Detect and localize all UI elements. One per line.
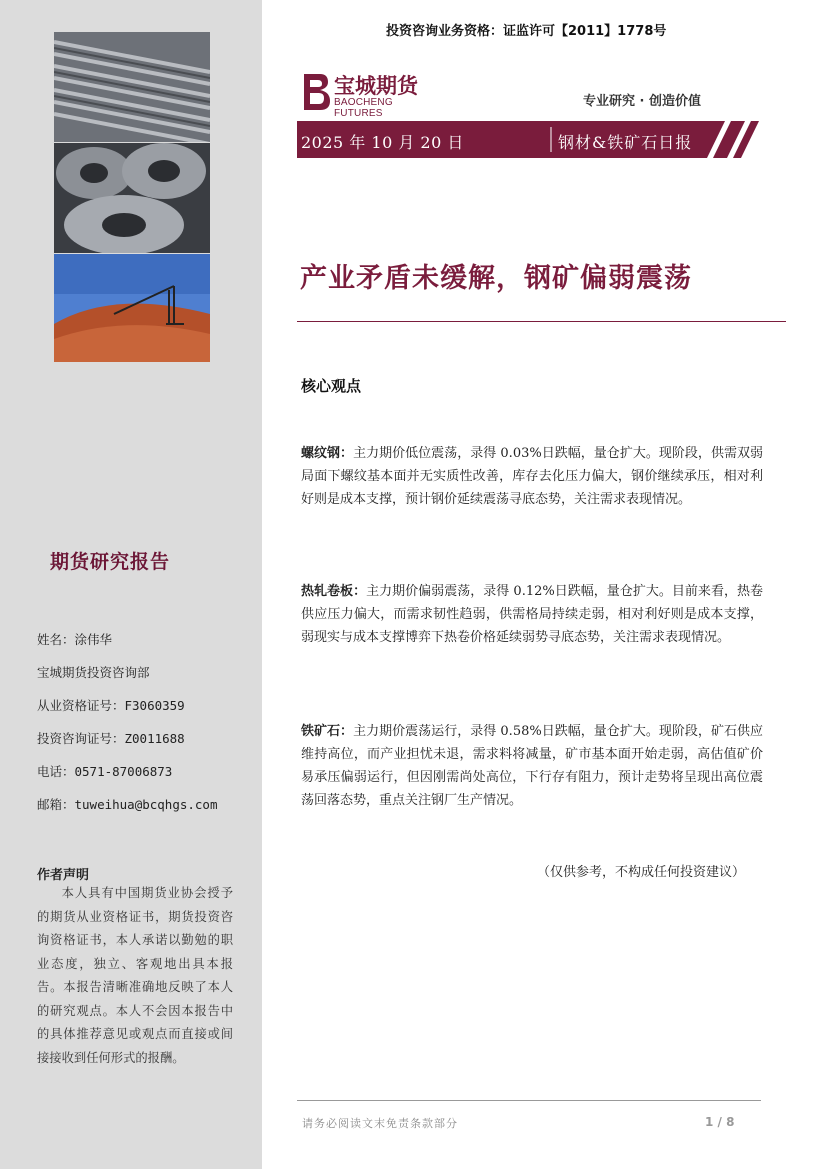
- hot-rolled-coil-text: 主力期价偏弱震荡，录得 0.12%日跌幅，量仓扩大。目前来看，热卷供应压力偏大，而需求韧性趋弱，供需格局持续走弱，相对利好则是成本支撑，弱现实与成本支撑博弈下热卷价格延续弱势寻底态势，关注需求表现情况。: [301, 584, 763, 645]
- hot-rolled-coil-paragraph: [301, 580, 763, 649]
- disclaimer: （仅供参考，不构成任何投资建议）: [537, 865, 746, 880]
- report-type: 钢材&铁矿石日报: [558, 133, 693, 152]
- steel-coil-photo: [54, 143, 210, 253]
- rebar-paragraph: [301, 442, 763, 511]
- sidebar-title: 期货研究报告: [50, 551, 171, 573]
- footer-note: 请务必阅读文末免责条款部分: [302, 1117, 458, 1130]
- author-name: 姓名：涂伟华: [37, 632, 113, 647]
- hot-rolled-coil-label: 热轧卷板：: [301, 584, 367, 599]
- sidebar: [0, 0, 262, 1169]
- company-logo: [298, 70, 438, 119]
- iron-ore-photo: [54, 254, 210, 362]
- headline-divider: [297, 321, 786, 322]
- iron-ore-paragraph: [301, 720, 763, 812]
- license-text: 投资咨询业务资格：证监许可【2011】1778号: [386, 24, 667, 39]
- report-date: 2025 年 10 月 20 日: [301, 133, 464, 152]
- logo-english: BAOCHENG FUTURES: [334, 97, 393, 119]
- consulting-number: 投资咨询证号：Z0011688: [37, 731, 185, 746]
- logo-chinese: 宝城期货: [334, 74, 418, 98]
- qualification-number: 从业资格证号：F3060359: [37, 698, 185, 713]
- phone: 电话：0571-87006873: [37, 764, 173, 779]
- headline: 产业矛盾未缓解，钢矿偏弱震荡: [300, 263, 692, 294]
- declaration-title: 作者声明: [37, 868, 90, 883]
- declaration-text: 本人具有中国期货业协会授予的期货从业资格证书，期货投资咨询资格证书，本人承诺以勤勉的职业态度，独立、客观地出具本报告。本报告清晰准确地反映了本人的研究观点。本人不会因本报告中的具体推荐意见或观点而直接或间接接收到任何形式的报酬。: [37, 886, 233, 1065]
- iron-ore-label: 铁矿石：: [301, 724, 354, 739]
- logo-mark-icon: [298, 70, 332, 112]
- author-department: 宝城期货投资咨询部: [37, 665, 150, 680]
- rebar-photo: [54, 32, 210, 142]
- footer-divider: [297, 1100, 761, 1101]
- rebar-label: 螺纹钢：: [301, 446, 354, 461]
- slogan: 专业研究 · 创造价值: [583, 94, 701, 109]
- core-view-title: 核心观点: [301, 377, 362, 395]
- email-link[interactable]: 邮箱：tuweihua@bcqhgs.com: [37, 797, 218, 812]
- page-number: 1 / 8: [705, 1115, 735, 1129]
- rebar-text: 主力期价低位震荡，录得 0.03%日跌幅，量仓扩大。现阶段，供需双弱局面下螺纹基本面并无实质性改善，库存去化压力偏大，钢价继续承压，相对利好则是成本支撑，预计钢价延续震荡寻底态势，关注需求表现情况。: [301, 446, 763, 507]
- iron-ore-text: 主力期价震荡运行，录得 0.58%日跌幅，量仓扩大。现阶段，矿石供应维持高位，而产业担忧未退，需求料将减量，矿市基本面开始走弱，高估值矿价易承压偏弱运行，但因刚需尚处高位，下行存有阻力，预计走势将呈现出高位震荡回落态势，重点关注钢厂生产情况。: [301, 724, 763, 808]
